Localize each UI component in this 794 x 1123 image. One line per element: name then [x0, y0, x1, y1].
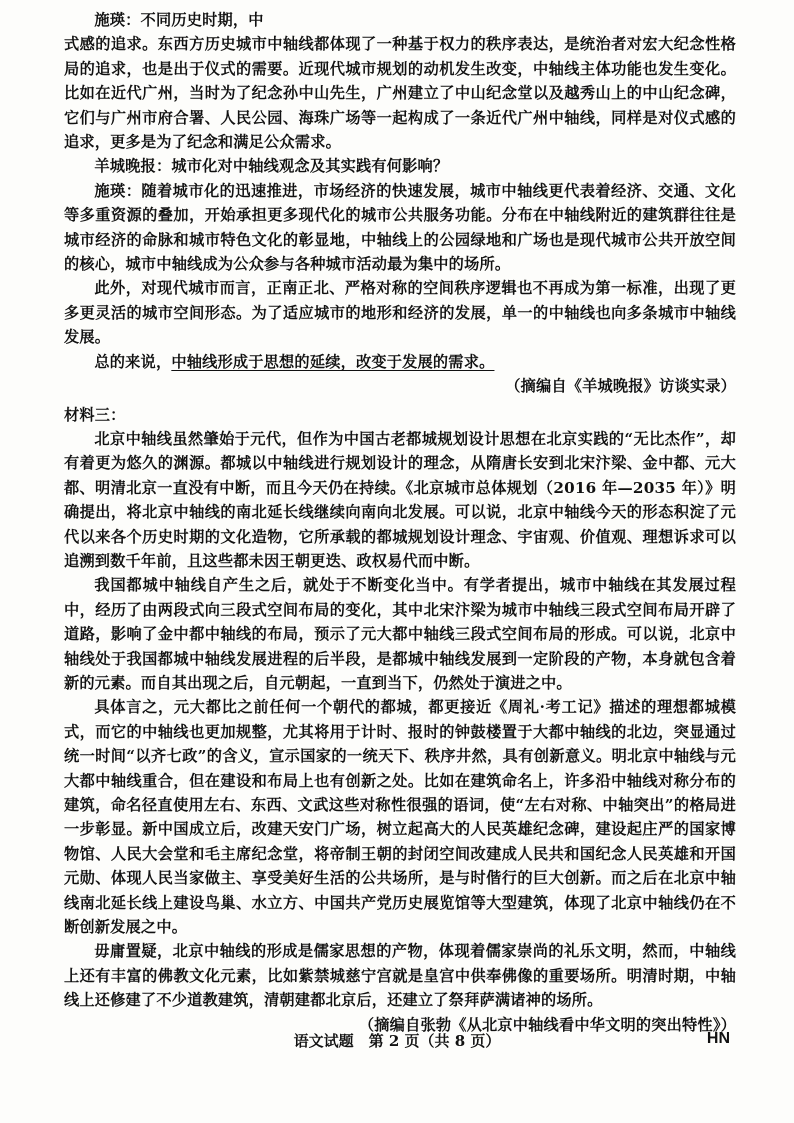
material-three-paragraph-1: 北京中轴线虽然肇始于元代，但作为中国古老都城规划设计思想在北京实践的“无比杰作”，却有着更为悠久的渊源。都城以中轴线进行规划设计的理念，从隋唐长安到北宋汴梁、金中都、元大都、明清北京一直没有中断，而且今天仍在持续。《北京城市总体规划（2016 年—2035 年）》明确提出，将北京中轴线的南北延长线继续向南向北发展。可以说，北京中轴线今天的形态积淀了元代以来各个历史时期的文化造物，它所承载的都城规划设计理念、宇宙观、价值观、理想诉求可以追溯到数千年前，且这些都未因王朝更迭、政权易代而中断。: [64, 429, 736, 570]
material-two-paragraph-1: 式感的追求。东西方历史城市中轴线都体现了一种基于权力的秩序表达，是统治者对宏大纪念性格局的追求，也是出于仪式的需要。近现代城市规划的动机发生改变，中轴线主体功能也发生变化。比如在近代广州，当时为了纪念孙中山先生，广州建立了中山纪念堂以及越秀山上的中山纪念碑，它们与广州市府合署、人民公园、海珠广场等一起构成了一条近代广州中轴线，同样是对仪式感的追求，更多是为了纪念和满足公众需求。: [64, 35, 736, 152]
underlined-summary: 中轴线形成于思想的延续，改变于发展的需求。: [171, 352, 495, 371]
material-two-source: （摘编自《羊城晚报》访谈实录）: [505, 377, 736, 396]
material-three-source: （摘编自张勃《从北京中轴线看中华文明的突出特性》）: [358, 1015, 736, 1034]
material-two-paragraph-3: 此外，对现代城市而言，正南正北、严格对称的空间秩序逻辑也不再成为第一标准，出现了更多更灵活的城市空间形态。为了适应城市的地形和经济的发展，单一的中轴线也向多条城市中轴线发展。: [64, 279, 736, 347]
material-three-paragraph-4: 毋庸置疑，北京中轴线的形成是儒家思想的产物，体现着儒家崇尚的礼乐文明，然而，中轴线上还有丰富的佛教文化元素，比如紫禁城慈宁宫就是皇宫中供奉佛像的重要场所。明清时期，中轴线上还修建了不少道教建筑，清朝建都北京后，还建立了祭拜萨满诸神的场所。: [64, 942, 736, 1010]
interview-answer-2: 施瑛：随着城市化的迅速推进，市场经济的快速发展，城市中轴线更代表着经济、交通、文化等多重资源的叠加，开始承担更多现代化的城市公共服务功能。分布在中轴线附近的建筑群往往是城市经济的命脉和城市特色文化的彰显地，中轴线上的公园绿地和广场也是现代城市公共开放空间的核心，城市中轴线成为公众参与各种城市活动最为集中的场所。: [64, 181, 736, 274]
cut-off-lead-text: 施瑛：不同历史时期，中: [94, 11, 264, 29]
page-content: [64, 8, 736, 1037]
material-three-heading: 材料三：: [64, 405, 126, 424]
material-two-paragraph-4: [64, 350, 736, 374]
page-number: 语文试题 第 2 页（共 8 页）: [293, 1032, 501, 1050]
summary-prefix: 总的来说，: [94, 352, 172, 371]
material-two-lead-line: [64, 8, 736, 32]
interview-question-2: 羊城晚报：城市化对中轴线观念及其实践有何影响？: [94, 157, 449, 176]
region-code: HN: [706, 1030, 730, 1047]
material-three-paragraph-2: 我国都城中轴线自产生之后，就处于不断变化当中。有学者提出，城市中轴线在其发展过程中，经历了由两段式向三段式空间布局的变化，其中北宋汴梁为城市中轴线三段式空间布局开辟了道路，影响了金中都中轴线的布局，预示了元大都中轴线三段式空间布局的形成。可以说，北京中轴线处于我国都城中轴线发展进程的后半段，是都城中轴线发展到一定阶段的产物，本身就包含着新的元素。而自其出现之后，自元朝起，一直到当下，仍然处于演进之中。: [64, 576, 736, 692]
material-three-paragraph-3: 具体言之，元大都比之前任何一个朝代的都城，都更接近《周礼·考工记》描述的理想都城模式，而它的中轴线也更加规整，尤其将用于计时、报时的钟鼓楼置于大都中轴线的北边，突显通过统一时间“以齐七政”的含义，宣示国家的一统天下、秩序井然，具有创新意义。明北京中轴线与元大都中轴线重合，但在建设和布局上也有创新之处。比如在建筑命名上，许多沿中轴线对称分布的建筑，命名径直使用左右、东西、文武这些对称性很强的语词，使“左右对称、中轴突出”的格局进一步彰显。新中国成立后，改建天安门广场，树立起高大的人民英雄纪念碑，建设起庄严的国家博物馆、人民大会堂和毛主席纪念堂，将帝制王朝的封闭空间改建成人民共和国纪念人民英雄和开国元勋、体现人民当家做主、享受美好生活的公共场所，是与时偕行的巨大创新。而之后在北京中轴线南北延长线上建设鸟巢、水立方、中国共产党历史展览馆等大型建筑，体现了北京中轴线仍在不断创新发展之中。: [64, 698, 736, 937]
